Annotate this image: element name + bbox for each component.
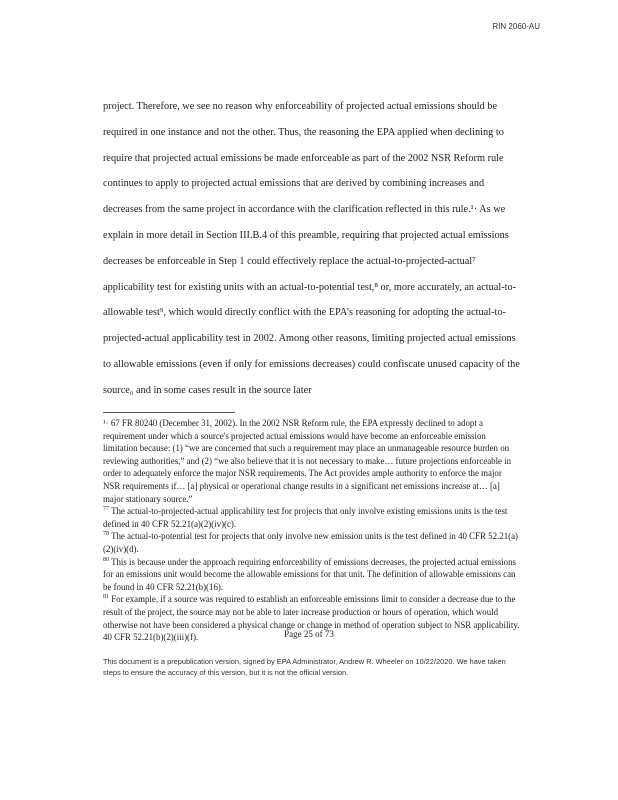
- document-id: RIN 2060-AU: [492, 22, 540, 31]
- prepublication-disclaimer: This document is a prepublication version, signed by EPA Administrator, Andrew R. Wheeler on 10/22/2020. We have taken steps to ensure the accuracy of this version, but it is not the official version.: [103, 657, 506, 677]
- body-paragraph-container: [103, 94, 521, 404]
- page-number: Page 25 of 73: [284, 629, 334, 639]
- footnotes: [103, 417, 521, 644]
- footnote-text: ¹· 67 FR 80240 (December 31, 2002). In the 2002 NSR Reform rule, the EPA expressly declined to adopt a requirement under which a source's projected actual emissions would have become an enforceable emission limitation because: (1) “we are concerned that such a requirement may place an unmanageable resource burden on reviewing authorities,” and (2) “we also believe that it is not necessary to make… future projections enforceable in order to adequately enforce the major NSR requirements. The Act provides ample authority to enforce the major NSR requirements if… [a] physical or operational change results in a significant net emissions increase at… [a] major stationary source.”: [103, 418, 512, 504]
- body-paragraph: project. Therefore, we see no reason why enforceability of projected actual emissions should be required in one instance and not the other. Thus, the reasoning the EPA applied when declining to require that projected actual emissions be made enforceable as part of the 2002 NSR Reform rule continues to apply to projected actual emissions that are derived by combining increases and decreases from the same project in accordance with the clarification reflected in this rule.¹· As we explain in more detail in Section III.B.4 of this preamble, requiring that projected actual emissions decreases be enforceable in Step 1 could effectively replace the actual-to-projected-actual⁷ applicability test for existing units with an actual-to-potential test,⁸ or, more accurately, an actual-to-allowable test⁹, which would directly conflict with the EPA’s reasoning for adopting the actual-to-projected-actual applicability test in 2002. Among other reasons, limiting projected actual emissions to allowable emissions (even if only for emissions decreases) could confiscate unused capacity of the source₀ and in some cases result in the source later: [103, 101, 520, 396]
- footnote-mark: 81: [103, 594, 109, 601]
- footnote: [103, 530, 521, 555]
- footnote-mark: 77: [103, 506, 109, 513]
- footnote-text: The actual-to-projected-actual applicability test for projects that only involve existing emissions units is the test defined in 40 CFR 52.21(a)(2)(iv)(c).: [103, 506, 508, 529]
- footnote: [103, 556, 521, 594]
- footnote-separator: [103, 412, 235, 413]
- footnote-text: This is because under the approach requiring enforceability of emissions decreases, the projected actual emissions for an emissions unit would become the allowable emissions for that unit. The definition of allowable emissions can be found in 40 CFR 52.21(b)(16).: [103, 556, 516, 592]
- footnote-mark: 78: [103, 531, 109, 538]
- footnote: [103, 417, 521, 505]
- footnote: [103, 505, 521, 530]
- footnote-text: For example, if a source was required to establish an enforceable emissions limit to consider a decrease due to the result of the project, the source may not be able to later increase production or hours of operation, which would otherwise not have been considered a physical change or change in method of operation subject to NSR applicability. 40 CFR 52.21(b)(2)(iii)(f).: [103, 594, 520, 643]
- footnote-mark: 80: [103, 556, 109, 563]
- footnote-text: The actual-to-potential test for projects that only involve new emission units is the test defined in 40 CFR 52.21(a)(2)(iv)(d).: [103, 531, 518, 554]
